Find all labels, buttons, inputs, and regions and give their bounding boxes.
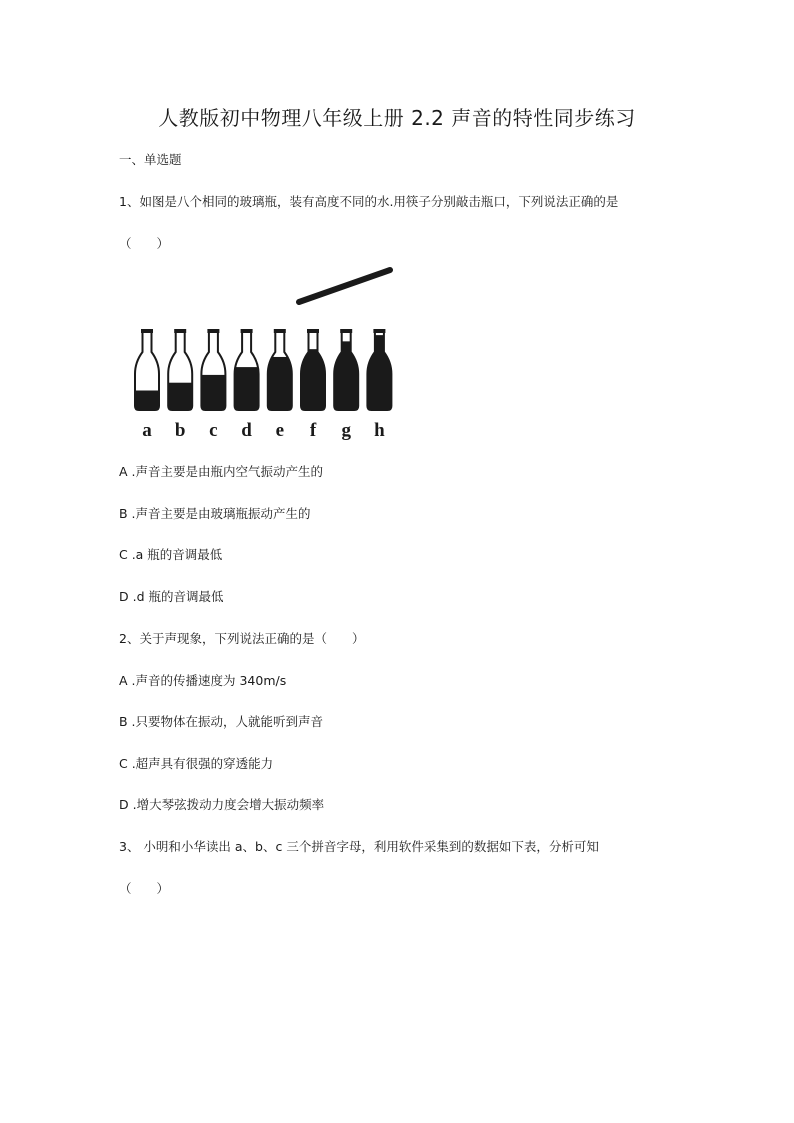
bottle-d (233, 329, 261, 412)
question-2-stem: 2、关于声现象，下列说法正确的是（ ） (119, 631, 365, 646)
question-1-option-b: B .声音主要是由玻璃瓶振动产生的 (119, 506, 311, 521)
water-fill-d (233, 367, 261, 412)
question-3-stem: 3、 小明和小华读出 a、b、c 三个拼音字母，利用软件采集到的数据如下表，分析可知 (119, 839, 599, 854)
bottle-h (365, 329, 393, 412)
bottle-label-b: b (174, 420, 186, 441)
water-fill-c (199, 375, 227, 412)
bottle-label-h: h (374, 420, 385, 441)
question-1-option-a: A .声音主要是由瓶内空气振动产生的 (119, 464, 323, 479)
question-1-option-c: C .a 瓶的音调最低 (119, 547, 223, 562)
question-1-stem: 1、如图是八个相同的玻璃瓶，装有高度不同的水.用筷子分别敲击瓶口，下列说法正确的是 (119, 194, 619, 209)
bottle-g (332, 329, 360, 412)
section-heading: 一、单选题 (119, 152, 182, 167)
bottle-label-g: g (341, 420, 351, 441)
water-fill-e (266, 357, 294, 412)
water-fill-f (299, 349, 327, 412)
question-2-option-d: D .增大琴弦拨动力度会增大振动频率 (119, 797, 325, 812)
water-fill-b (166, 383, 194, 412)
bottle-a (133, 329, 161, 412)
page-title: 人教版初中物理八年级上册 2.2 声音的特性同步练习 (158, 106, 636, 130)
water-fill-h (365, 335, 393, 412)
question-2-option-b: B .只要物体在振动，人就能听到声音 (119, 714, 324, 729)
bottle-label-f: f (309, 420, 317, 441)
bottle-label-a: a (142, 420, 152, 441)
bottle-b (166, 329, 194, 412)
bottle-label-d: d (241, 420, 252, 441)
question-1-option-d: D .d 瓶的音调最低 (119, 589, 224, 604)
bottle-c (199, 329, 227, 412)
bottle-label-e: e (275, 420, 285, 441)
bottle-e (266, 329, 294, 412)
question-3-answer-blank: （ ） (119, 881, 170, 896)
bottles-figure (128, 262, 398, 444)
chopstick (299, 270, 390, 302)
bottle-f (299, 329, 327, 412)
bottle-label-c: c (209, 420, 218, 441)
water-fill-g (332, 341, 360, 412)
question-2-option-a: A .声音的传播速度为 340m/s (119, 673, 287, 688)
question-2-option-c: C .超声具有很强的穿透能力 (119, 756, 274, 771)
question-1-answer-blank: （ ） (119, 236, 170, 251)
